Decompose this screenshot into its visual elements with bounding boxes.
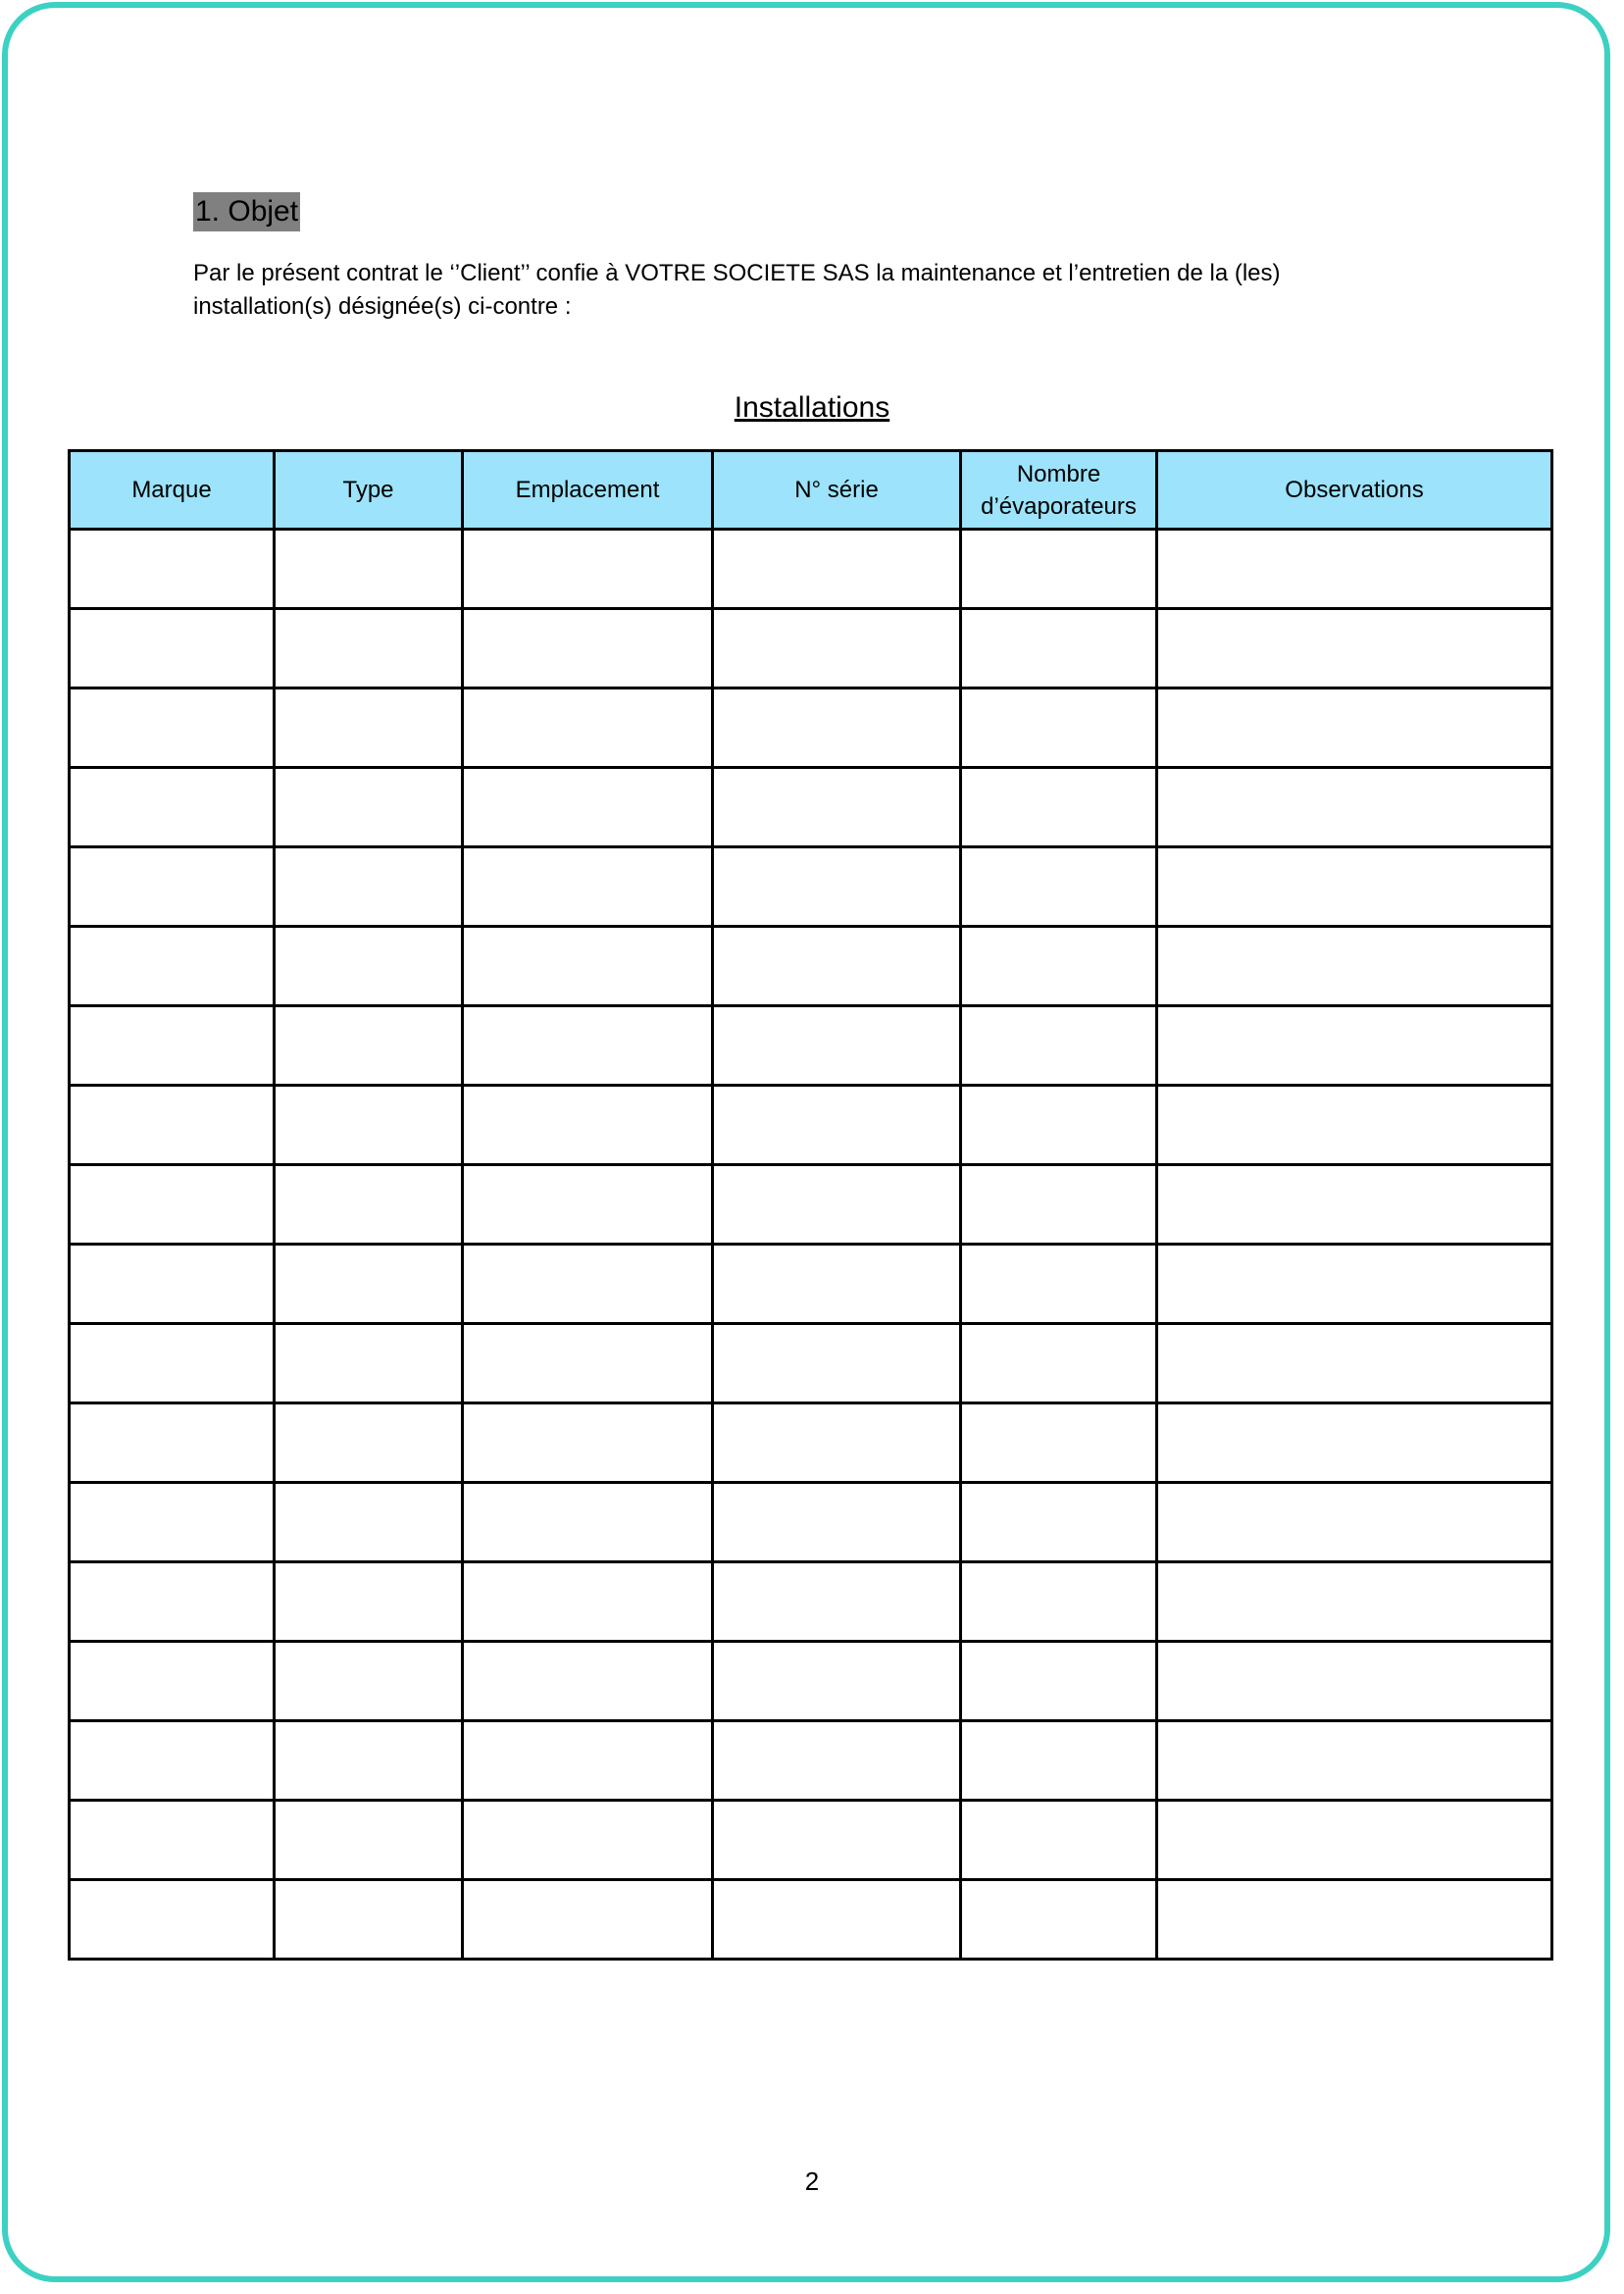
table-cell[interactable] xyxy=(713,1562,961,1642)
table-title: Installations xyxy=(734,391,890,424)
table-cell[interactable] xyxy=(463,1880,713,1960)
table-cell[interactable] xyxy=(70,1483,275,1562)
column-header-label-second-line: d’évaporateurs xyxy=(981,492,1137,520)
table-cell[interactable] xyxy=(275,1721,463,1801)
table-cell[interactable] xyxy=(275,1324,463,1403)
table-row xyxy=(70,609,1552,688)
table-cell[interactable] xyxy=(1157,1483,1552,1562)
table-cell[interactable] xyxy=(463,530,713,609)
table-cell[interactable] xyxy=(713,1403,961,1483)
table-cell[interactable] xyxy=(70,1721,275,1801)
table-cell[interactable] xyxy=(275,1403,463,1483)
table-cell[interactable] xyxy=(961,1562,1157,1642)
table-cell[interactable] xyxy=(70,1245,275,1324)
table-cell[interactable] xyxy=(463,847,713,927)
table-cell[interactable] xyxy=(70,1006,275,1086)
table-cell[interactable] xyxy=(713,530,961,609)
table-cell[interactable] xyxy=(463,1165,713,1245)
table-cell[interactable] xyxy=(1157,1086,1552,1165)
table-cell[interactable] xyxy=(961,1165,1157,1245)
table-cell[interactable] xyxy=(961,927,1157,1006)
table-cell[interactable] xyxy=(463,768,713,847)
table-cell[interactable] xyxy=(713,1006,961,1086)
column-header-emplacement xyxy=(463,451,713,530)
column-header-label: Nombre xyxy=(1016,460,1101,487)
table-cell[interactable] xyxy=(961,1006,1157,1086)
table-cell[interactable] xyxy=(1157,1403,1552,1483)
table-cell[interactable] xyxy=(70,847,275,927)
table-cell[interactable] xyxy=(961,1483,1157,1562)
table-cell[interactable] xyxy=(275,1245,463,1324)
table-row xyxy=(70,1483,1552,1562)
table-cell[interactable] xyxy=(713,609,961,688)
table-cell[interactable] xyxy=(1157,1006,1552,1086)
column-header-observations xyxy=(1157,451,1552,530)
table-cell[interactable] xyxy=(275,1165,463,1245)
table-cell[interactable] xyxy=(1157,768,1552,847)
table-cell[interactable] xyxy=(70,609,275,688)
column-header-nombre-evaporateurs xyxy=(961,451,1157,530)
table-cell[interactable] xyxy=(713,1721,961,1801)
table-body xyxy=(70,530,1552,1960)
table-row xyxy=(70,768,1552,847)
table-cell[interactable] xyxy=(463,927,713,1006)
table-cell[interactable] xyxy=(275,1642,463,1721)
table-cell[interactable] xyxy=(463,1403,713,1483)
table-cell[interactable] xyxy=(463,1086,713,1165)
table-cell[interactable] xyxy=(70,1562,275,1642)
table-cell[interactable] xyxy=(70,1801,275,1880)
table-cell[interactable] xyxy=(713,927,961,1006)
table-cell[interactable] xyxy=(713,1324,961,1403)
table-cell[interactable] xyxy=(275,1880,463,1960)
table-cell[interactable] xyxy=(275,688,463,768)
column-header-label: N° série xyxy=(794,477,879,503)
table-cell[interactable] xyxy=(961,688,1157,768)
table-cell[interactable] xyxy=(463,1483,713,1562)
table-cell[interactable] xyxy=(961,1403,1157,1483)
table-cell[interactable] xyxy=(70,1086,275,1165)
table-cell[interactable] xyxy=(275,927,463,1006)
table-cell[interactable] xyxy=(275,1086,463,1165)
table-cell[interactable] xyxy=(713,1801,961,1880)
table-cell[interactable] xyxy=(463,1801,713,1880)
table-cell[interactable] xyxy=(1157,1165,1552,1245)
table-cell[interactable] xyxy=(275,1006,463,1086)
table-cell[interactable] xyxy=(713,1165,961,1245)
table-cell[interactable] xyxy=(70,1324,275,1403)
table-cell[interactable] xyxy=(961,847,1157,927)
table-cell[interactable] xyxy=(1157,847,1552,927)
table-cell[interactable] xyxy=(713,768,961,847)
table-row xyxy=(70,1642,1552,1721)
table-cell[interactable] xyxy=(463,1562,713,1642)
table-row xyxy=(70,1562,1552,1642)
column-header-label: Observations xyxy=(1285,477,1424,503)
column-header-marque xyxy=(70,451,275,530)
table-cell[interactable] xyxy=(713,1642,961,1721)
table-cell[interactable] xyxy=(275,1562,463,1642)
column-header-numero-serie xyxy=(713,451,961,530)
table-row xyxy=(70,1165,1552,1245)
table-cell[interactable] xyxy=(961,1642,1157,1721)
table-cell[interactable] xyxy=(463,609,713,688)
table-cell[interactable] xyxy=(463,1245,713,1324)
table-cell[interactable] xyxy=(70,1880,275,1960)
table-cell[interactable] xyxy=(1157,1324,1552,1403)
table-cell[interactable] xyxy=(1157,1801,1552,1880)
table-cell[interactable] xyxy=(713,1245,961,1324)
table-cell[interactable] xyxy=(1157,609,1552,688)
table-cell[interactable] xyxy=(275,768,463,847)
table-cell[interactable] xyxy=(961,1086,1157,1165)
table-cell[interactable] xyxy=(275,1801,463,1880)
intro-line-2: installation(s) désignée(s) ci-contre : xyxy=(193,293,572,320)
table-row xyxy=(70,1403,1552,1483)
column-header-type xyxy=(275,451,463,530)
table-cell[interactable] xyxy=(961,1721,1157,1801)
table-cell[interactable] xyxy=(961,1801,1157,1880)
table-cell[interactable] xyxy=(1157,1642,1552,1721)
table-cell[interactable] xyxy=(1157,688,1552,768)
table-cell[interactable] xyxy=(275,1483,463,1562)
table-cell[interactable] xyxy=(463,1006,713,1086)
table-cell[interactable] xyxy=(275,530,463,609)
table-cell[interactable] xyxy=(70,1403,275,1483)
table-row xyxy=(70,847,1552,927)
table-cell[interactable] xyxy=(275,847,463,927)
table-cell[interactable] xyxy=(275,609,463,688)
table-cell[interactable] xyxy=(70,927,275,1006)
section-heading: 1. Objet xyxy=(193,192,300,231)
table-cell[interactable] xyxy=(1157,1721,1552,1801)
table-cell[interactable] xyxy=(1157,1562,1552,1642)
intro-line-1: Par le présent contrat le ‘’Client’’ confie à VOTRE SOCIETE SAS la maintenance et l’entretien de la (les) xyxy=(193,260,1281,286)
table-cell[interactable] xyxy=(463,688,713,768)
table-row xyxy=(70,1006,1552,1086)
table-cell[interactable] xyxy=(961,768,1157,847)
table-cell[interactable] xyxy=(713,688,961,768)
table-cell[interactable] xyxy=(70,1642,275,1721)
table-row xyxy=(70,927,1552,1006)
table-cell[interactable] xyxy=(70,530,275,609)
table-cell[interactable] xyxy=(70,768,275,847)
table-cell[interactable] xyxy=(713,1880,961,1960)
table-cell[interactable] xyxy=(961,530,1157,609)
table-cell[interactable] xyxy=(713,1086,961,1165)
column-header-label: Emplacement xyxy=(515,477,660,503)
table-cell[interactable] xyxy=(961,1880,1157,1960)
column-header-label: Marque xyxy=(131,477,212,503)
table-row xyxy=(70,530,1552,609)
table-cell[interactable] xyxy=(463,1721,713,1801)
table-cell[interactable] xyxy=(463,1642,713,1721)
table-header-row xyxy=(70,451,1552,530)
table-row xyxy=(70,1324,1552,1403)
table-cell[interactable] xyxy=(463,1324,713,1403)
table-row xyxy=(70,1880,1552,1960)
intro-paragraph xyxy=(193,257,1429,324)
page-number: 2 xyxy=(804,2167,820,2196)
table-cell[interactable] xyxy=(70,688,275,768)
table-cell[interactable] xyxy=(961,1324,1157,1403)
table-cell[interactable] xyxy=(961,1245,1157,1324)
table-cell[interactable] xyxy=(1157,1245,1552,1324)
table-cell[interactable] xyxy=(713,1483,961,1562)
table-cell[interactable] xyxy=(1157,530,1552,609)
table-cell[interactable] xyxy=(1157,1880,1552,1960)
table-cell[interactable] xyxy=(1157,927,1552,1006)
column-header-label: Type xyxy=(342,477,394,503)
table-cell[interactable] xyxy=(961,609,1157,688)
table-row xyxy=(70,1801,1552,1880)
table-cell[interactable] xyxy=(70,1165,275,1245)
installations-table xyxy=(68,449,1553,1961)
table-row xyxy=(70,1721,1552,1801)
table-cell[interactable] xyxy=(713,847,961,927)
table-row xyxy=(70,1086,1552,1165)
table-row xyxy=(70,1245,1552,1324)
table-row xyxy=(70,688,1552,768)
